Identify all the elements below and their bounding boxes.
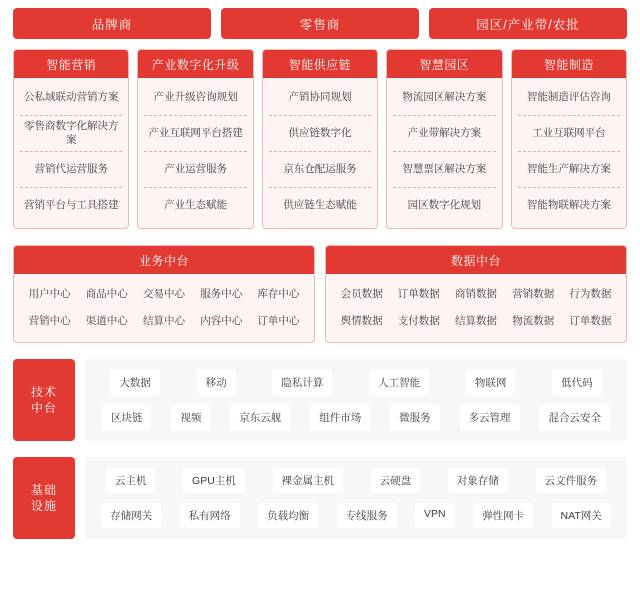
band-tag[interactable]: GPU主机: [183, 468, 245, 493]
band-tag-row: [95, 503, 617, 528]
band-tag[interactable]: 物联网: [466, 370, 516, 395]
band-body: [85, 457, 627, 539]
platform-item[interactable]: 渠道中心: [85, 315, 128, 327]
platform-item[interactable]: 会员数据: [340, 288, 383, 300]
column-item[interactable]: 京东仓配运服务: [269, 152, 371, 188]
band-label-line1: 基础: [30, 482, 57, 497]
platform-title: 数据中台: [326, 246, 626, 274]
band-tag[interactable]: 隐私计算: [272, 370, 332, 395]
platform-item[interactable]: 营销中心: [28, 315, 71, 327]
column-item[interactable]: 产业互联网平台搭建: [144, 116, 246, 152]
band-tag-row: [95, 370, 617, 395]
column-smart-marketing: [13, 49, 129, 229]
column-item[interactable]: 营销平台与工具搭建: [23, 199, 119, 212]
column-item[interactable]: 智能制造评估咨询: [518, 80, 620, 116]
column-item[interactable]: 供应链生态赋能: [283, 199, 357, 212]
band-body: [85, 359, 627, 441]
band-tag-row: [95, 405, 617, 430]
column-smart-supply-chain: [262, 49, 378, 229]
band-tag[interactable]: NAT网关: [552, 503, 611, 528]
band-tag[interactable]: 专线服务: [337, 503, 397, 528]
column-item[interactable]: 产销协同规划: [269, 80, 371, 116]
band-tag[interactable]: 视频: [171, 405, 210, 430]
column-smart-park: [386, 49, 502, 229]
column-item[interactable]: 物流园区解决方案: [393, 80, 495, 116]
platform-item-row: [336, 313, 616, 328]
platform-item[interactable]: 行为数据: [569, 288, 612, 300]
band-tag[interactable]: 云硬盘: [371, 468, 421, 493]
column-title: 智慧园区: [387, 50, 501, 78]
platform-item[interactable]: 订单数据: [569, 315, 612, 327]
band-tag[interactable]: 京东云舰: [230, 405, 290, 430]
platform-item[interactable]: 结算中心: [143, 315, 185, 327]
platform-data-middle-office: [325, 245, 627, 343]
band-tag[interactable]: 人工智能: [369, 370, 429, 395]
column-smart-manufacturing: [511, 49, 627, 229]
band-tech-middle-office: [0, 343, 640, 441]
band-tag[interactable]: 云文件服务: [536, 468, 607, 493]
band-infrastructure: [0, 441, 640, 539]
platform-title: 业务中台: [14, 246, 314, 274]
band-tag[interactable]: 负载均衡: [258, 503, 318, 528]
band-label-line2: 设施: [30, 499, 57, 513]
column-item[interactable]: 工业互联网平台: [518, 116, 620, 152]
band-tag-row: [95, 468, 617, 493]
column-title: 智能制造: [512, 50, 626, 78]
column-title: 智能营销: [14, 50, 128, 78]
band-tag[interactable]: 混合云安全: [539, 405, 610, 430]
band-label-tech: [13, 359, 75, 441]
platform-body: [14, 274, 314, 342]
band-label-line2: 中台: [30, 401, 57, 415]
column-item[interactable]: 园区数字化规划: [407, 199, 482, 212]
platform-item[interactable]: 用户中心: [28, 288, 71, 300]
column-item[interactable]: 智慧票区解决方案: [393, 152, 495, 188]
band-tag[interactable]: 移动: [197, 370, 236, 395]
column-item[interactable]: 智能生产解决方案: [518, 152, 620, 188]
column-item[interactable]: 产业升级咨询规划: [144, 80, 246, 116]
platform-item-row: [24, 313, 304, 328]
band-tag[interactable]: 低代码: [552, 370, 602, 395]
platform-item[interactable]: 服务中心: [200, 288, 243, 300]
top-tab-retailer[interactable]: 零售商: [221, 8, 419, 39]
platform-item[interactable]: 结算数据: [455, 315, 497, 327]
platform-item[interactable]: 营销数据: [512, 288, 555, 300]
platform-item[interactable]: 舆情数据: [340, 315, 383, 327]
band-tag[interactable]: 对象存储: [448, 468, 508, 493]
band-tag[interactable]: 组件市场: [310, 405, 370, 430]
platform-item[interactable]: 交易中心: [143, 288, 185, 300]
column-item[interactable]: 产业生态赋能: [164, 199, 228, 212]
column-body: [512, 78, 626, 228]
platform-item[interactable]: 内容中心: [200, 315, 243, 327]
column-body: [14, 78, 128, 228]
column-title: 产业数字化升级: [138, 50, 252, 78]
band-tag[interactable]: VPN: [415, 503, 455, 528]
band-tag[interactable]: 私有网络: [180, 503, 240, 528]
platform-row: [0, 229, 640, 343]
band-tag[interactable]: 弹性网卡: [473, 503, 533, 528]
column-body: [387, 78, 501, 228]
column-item[interactable]: 公私域联动营销方案: [20, 80, 122, 116]
column-item[interactable]: 供应链数字化: [269, 116, 371, 152]
band-tag[interactable]: 微服务: [390, 405, 440, 430]
column-industry-digitalization: [137, 49, 253, 229]
column-body: [138, 78, 252, 228]
band-tag[interactable]: 云主机: [106, 468, 156, 493]
platform-item-row: [24, 286, 304, 301]
platform-item[interactable]: 物流数据: [512, 315, 555, 327]
band-tag[interactable]: 大数据: [110, 370, 160, 395]
column-title: 智能供应链: [263, 50, 377, 78]
band-tag[interactable]: 裸金属主机: [273, 468, 344, 493]
platform-item[interactable]: 库存中心: [257, 288, 300, 300]
column-item[interactable]: 产业运营服务: [144, 152, 246, 188]
platform-item[interactable]: 订单中心: [257, 315, 300, 327]
column-item[interactable]: 营销代运营服务: [20, 152, 122, 188]
platform-body: [326, 274, 626, 342]
band-tag[interactable]: 区块链: [102, 405, 152, 430]
column-item[interactable]: 产业带解决方案: [393, 116, 495, 152]
column-body: [263, 78, 377, 228]
solution-columns: [0, 39, 640, 229]
band-label-line1: 技术: [30, 384, 57, 399]
platform-business-middle-office: [13, 245, 315, 343]
platform-item-row: [336, 286, 616, 301]
column-item[interactable]: 智能物联解决方案: [526, 199, 611, 212]
band-tag[interactable]: 多云管理: [460, 405, 520, 430]
platform-item[interactable]: 支付数据: [397, 315, 440, 327]
top-tab-brand[interactable]: 品牌商: [13, 8, 211, 39]
platform-item[interactable]: 订单数据: [397, 288, 440, 300]
platform-item[interactable]: 商品中心: [85, 288, 128, 300]
band-tag[interactable]: 存储网关: [101, 503, 161, 528]
top-tab-bar: [0, 0, 640, 39]
top-tab-park[interactable]: 园区/产业带/农批: [429, 8, 627, 39]
platform-item[interactable]: 商销数据: [455, 288, 497, 300]
column-item[interactable]: 零售商数字化解决方案: [20, 116, 122, 152]
band-label-infrastructure: [13, 457, 75, 539]
